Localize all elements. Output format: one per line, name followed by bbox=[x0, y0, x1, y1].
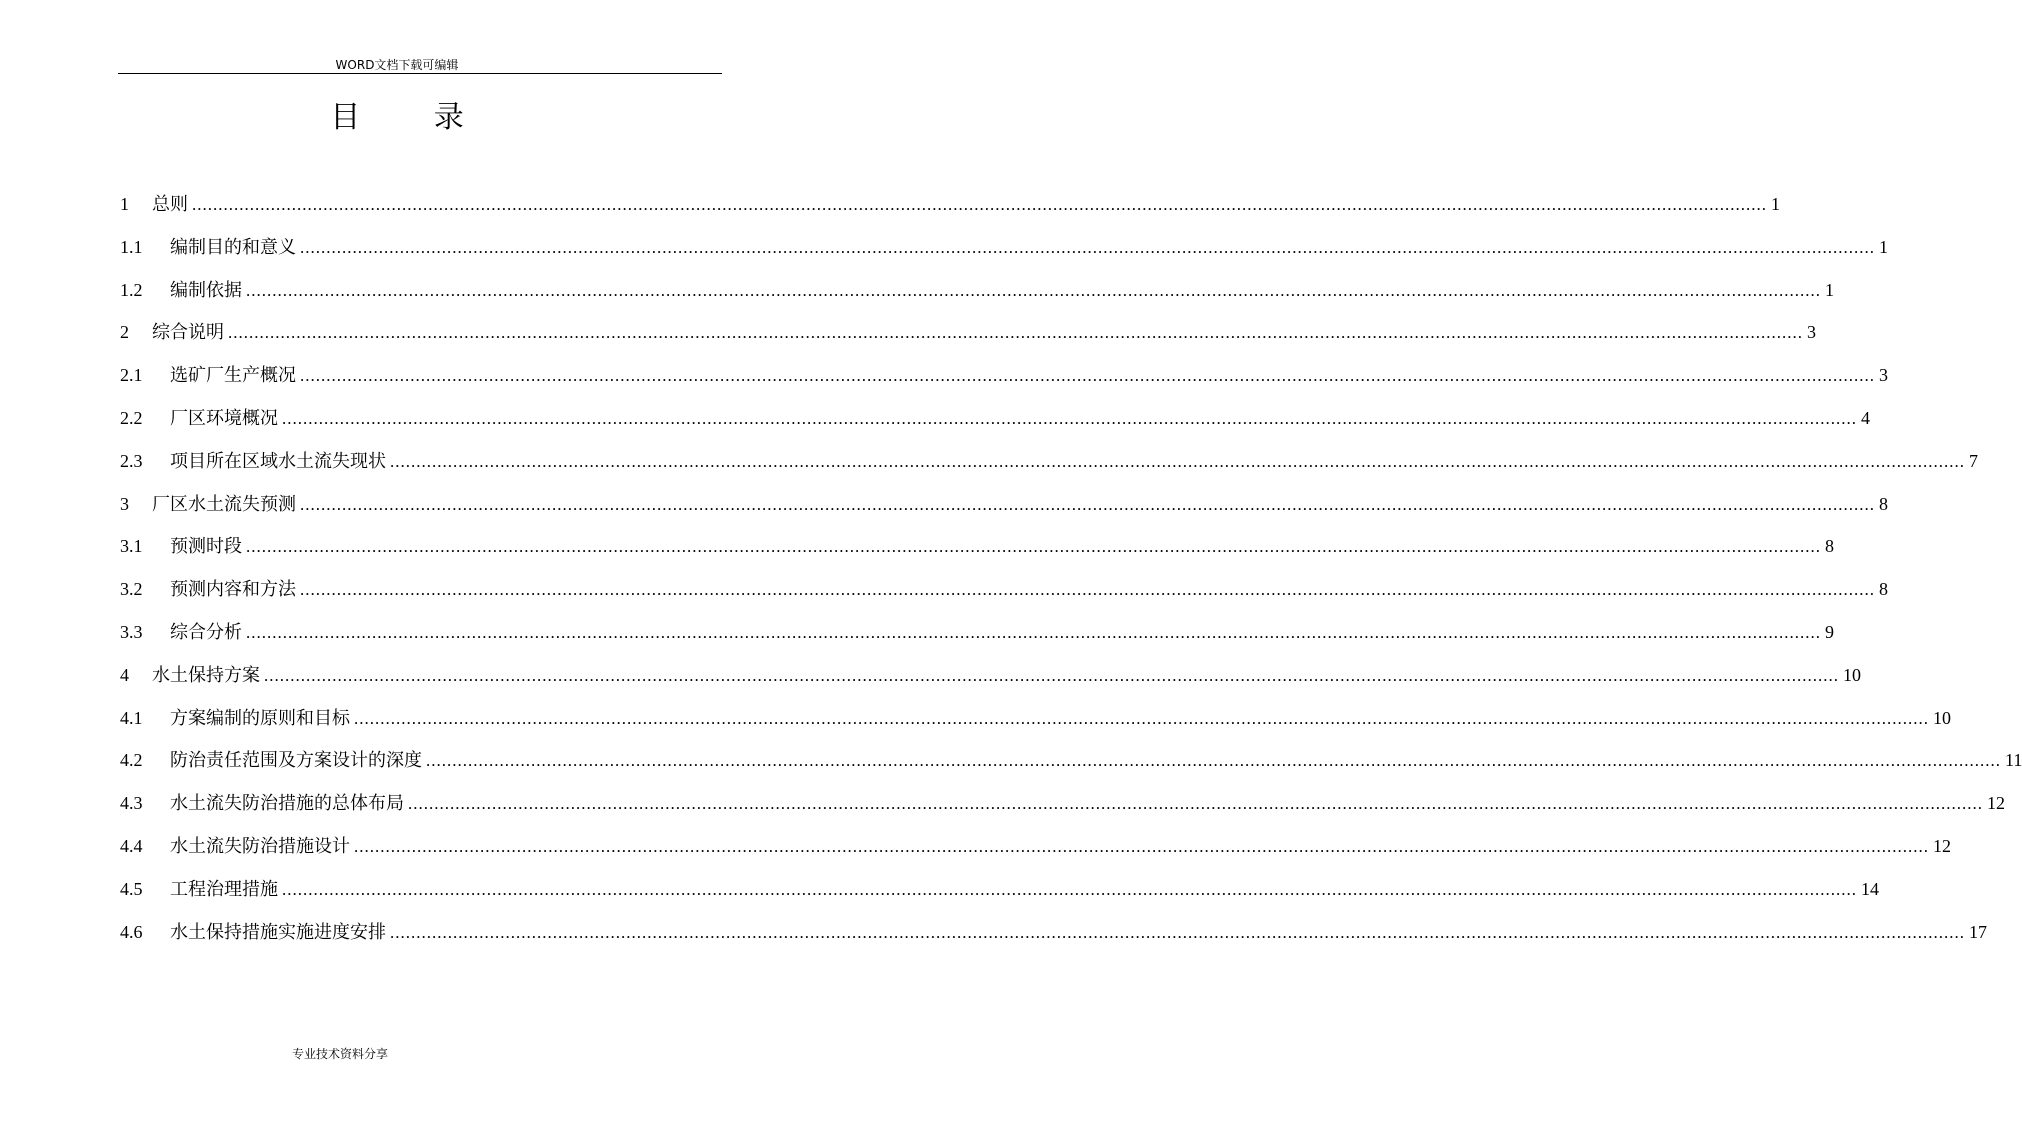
toc-entry[interactable] bbox=[120, 190, 1780, 233]
toc-entry-title: 水土流失防治措施的总体布局 bbox=[170, 793, 404, 815]
toc-dot-leader: ............................................................................................................................................................................................................................................................................................................ bbox=[354, 836, 1929, 856]
toc-dot-leader: ............................................................................................................................................................................................................................................................................................................ bbox=[426, 751, 2001, 771]
toc-entry[interactable] bbox=[120, 832, 1951, 875]
toc-entry[interactable] bbox=[120, 661, 1861, 704]
toc-entry-number: 3 bbox=[120, 493, 129, 514]
toc-dot-leader: ............................................................................................................................................................................................................................................................................................................ bbox=[300, 494, 1875, 514]
toc-entry-number: 1.2 bbox=[120, 279, 143, 300]
toc-entry[interactable] bbox=[120, 875, 1879, 918]
toc-entry-page: 17 bbox=[1969, 921, 1987, 942]
toc-dot-leader: ............................................................................................................................................................................................................................................................................................................ bbox=[390, 922, 1965, 942]
toc-entry-number: 4.3 bbox=[120, 793, 143, 814]
toc-entry[interactable] bbox=[120, 233, 1888, 276]
toc-entry-page: 8 bbox=[1825, 536, 1834, 557]
toc-entry[interactable] bbox=[120, 704, 1951, 747]
toc-dot-leader: ............................................................................................................................................................................................................................................................................................................ bbox=[246, 622, 1821, 642]
toc-entry-title: 防治责任范围及方案设计的深度 bbox=[170, 750, 422, 772]
toc-dot-leader: ............................................................................................................................................................................................................................................................................................................ bbox=[228, 323, 1803, 343]
toc-entry-title: 厂区水土流失预测 bbox=[152, 493, 296, 515]
toc-entry-number: 1.1 bbox=[120, 236, 143, 257]
toc-entry[interactable] bbox=[120, 447, 1978, 490]
page-header-text: WORD文档下载可编辑 bbox=[335, 58, 459, 72]
toc-entry-page: 10 bbox=[1933, 707, 1951, 728]
toc-dot-leader: ............................................................................................................................................................................................................................................................................................................ bbox=[246, 537, 1821, 557]
toc-entry-page: 11 bbox=[2005, 750, 2022, 771]
toc-entry-number: 2.3 bbox=[120, 450, 143, 471]
toc-entry-number: 2.1 bbox=[120, 365, 143, 386]
toc-entry-title: 水土保持方案 bbox=[152, 664, 260, 686]
toc-entry[interactable] bbox=[120, 575, 1888, 618]
toc-entry-page: 1 bbox=[1771, 194, 1780, 214]
toc-entry-page: 12 bbox=[1933, 835, 1951, 856]
toc-dot-leader: ............................................................................................................................................................................................................................................................................................................ bbox=[390, 451, 1965, 471]
toc-entry[interactable] bbox=[120, 404, 1870, 447]
toc-entry-page: 7 bbox=[1969, 450, 1978, 471]
toc-entry-title: 工程治理措施 bbox=[170, 878, 278, 900]
toc-entry-title: 综合说明 bbox=[152, 322, 224, 344]
toc-title: 目 录 bbox=[330, 100, 496, 135]
toc-dot-leader: ............................................................................................................................................................................................................................................................................................................ bbox=[282, 879, 1857, 899]
toc-entry-number: 3.2 bbox=[120, 579, 143, 600]
toc-entry-title: 编制依据 bbox=[170, 279, 242, 301]
toc-entry-number: 2 bbox=[120, 322, 129, 343]
toc-entry-number: 4.2 bbox=[120, 750, 143, 771]
toc-entry-title: 预测时段 bbox=[170, 536, 242, 558]
toc-entry-page: 1 bbox=[1825, 279, 1834, 300]
toc-entry-title: 方案编制的原则和目标 bbox=[170, 707, 350, 729]
toc-entry-title: 水土保持措施实施进度安排 bbox=[170, 921, 386, 943]
toc-dot-leader: ............................................................................................................................................................................................................................................................................................................ bbox=[300, 366, 1875, 386]
header-divider bbox=[118, 73, 722, 74]
toc-entry-title: 项目所在区域水土流失现状 bbox=[170, 450, 386, 472]
toc-entry[interactable] bbox=[120, 918, 1987, 961]
toc-dot-leader: ............................................................................................................................................................................................................................................................................................................ bbox=[354, 708, 1929, 728]
toc-entry-number: 4 bbox=[120, 664, 129, 685]
toc-dot-leader: ............................................................................................................................................................................................................................................................................................................ bbox=[264, 665, 1839, 685]
toc-entry-title: 水土流失防治措施设计 bbox=[170, 835, 350, 857]
toc-entry-page: 4 bbox=[1861, 407, 1870, 428]
toc-entry-number: 4.1 bbox=[120, 707, 143, 728]
toc-entry-title: 综合分析 bbox=[170, 621, 242, 643]
toc-dot-leader: ............................................................................................................................................................................................................................................................................................................ bbox=[282, 408, 1857, 428]
toc-entry-page: 12 bbox=[1987, 793, 2005, 814]
toc-entry-page: 14 bbox=[1861, 878, 1879, 899]
page-footer-text: 专业技术资料分享 bbox=[292, 1047, 389, 1061]
toc-dot-leader: ............................................................................................................................................................................................................................................................................................................ bbox=[408, 794, 1983, 814]
toc-entry-page: 9 bbox=[1825, 621, 1834, 642]
toc-dot-leader: ............................................................................................................................................................................................................................................................................................................ bbox=[246, 280, 1821, 300]
toc-entry[interactable] bbox=[120, 618, 1834, 661]
toc-entry-title: 厂区环境概况 bbox=[170, 407, 278, 429]
toc-entry-number: 3.3 bbox=[120, 621, 143, 642]
toc-entry[interactable] bbox=[120, 789, 2005, 832]
toc-entry-number: 2.2 bbox=[120, 407, 143, 428]
toc-dot-leader: ............................................................................................................................................................................................................................................................................................................ bbox=[300, 237, 1875, 257]
toc-entry-title: 预测内容和方法 bbox=[170, 579, 296, 601]
table-of-contents bbox=[120, 190, 2022, 960]
toc-entry-title: 编制目的和意义 bbox=[170, 236, 296, 258]
toc-entry[interactable] bbox=[120, 490, 1888, 533]
toc-entry-number: 4.5 bbox=[120, 878, 143, 899]
toc-entry[interactable] bbox=[120, 318, 1816, 361]
toc-dot-leader: ............................................................................................................................................................................................................................................................................................................ bbox=[300, 580, 1875, 600]
toc-entry[interactable] bbox=[120, 746, 2022, 789]
toc-entry-page: 3 bbox=[1807, 322, 1816, 343]
toc-entry-page: 8 bbox=[1879, 579, 1888, 600]
toc-entry-page: 10 bbox=[1843, 664, 1861, 685]
toc-entry-page: 8 bbox=[1879, 493, 1888, 514]
toc-entry-number: 4.6 bbox=[120, 921, 143, 942]
toc-entry-page: 3 bbox=[1879, 365, 1888, 386]
toc-entry[interactable] bbox=[120, 276, 1834, 319]
toc-entry-number: 3.1 bbox=[120, 536, 143, 557]
toc-dot-leader: ............................................................................................................................................................................................................................................................................................................ bbox=[192, 195, 1767, 214]
toc-entry-title: 总则 bbox=[152, 194, 188, 215]
toc-entry-number: 1 bbox=[120, 194, 129, 214]
toc-entry-number: 4.4 bbox=[120, 835, 143, 856]
toc-entry[interactable] bbox=[120, 361, 1888, 404]
toc-entry[interactable] bbox=[120, 532, 1834, 575]
toc-entry-title: 选矿厂生产概况 bbox=[170, 365, 296, 387]
toc-entry-page: 1 bbox=[1879, 236, 1888, 257]
